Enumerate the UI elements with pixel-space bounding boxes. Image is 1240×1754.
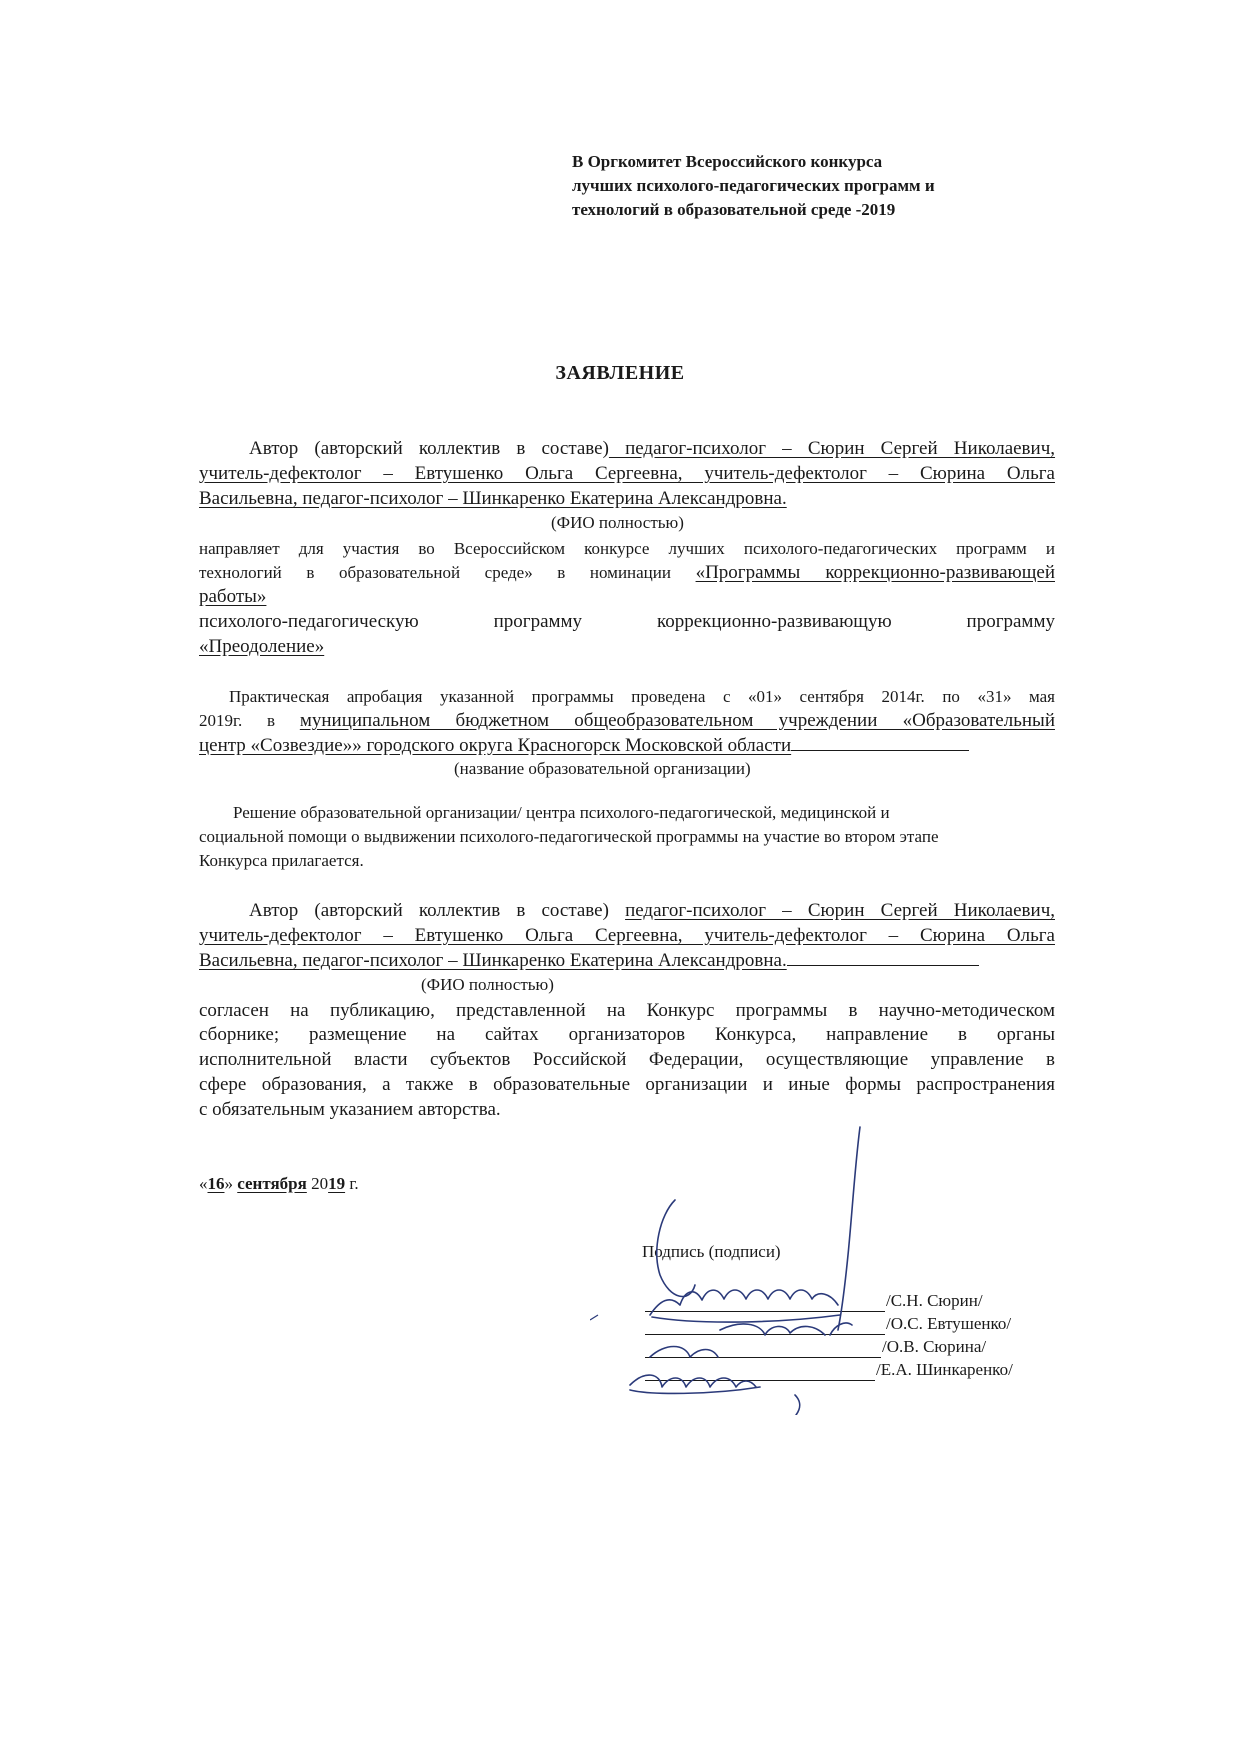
document-date [199, 1174, 359, 1194]
section3-line-3: Конкурса прилагается. [199, 851, 364, 870]
author-names-1: педагог-психолог – Сюрин Сергей Николаевич, [608, 438, 1056, 459]
section2-caption: (название образовательной организации) [454, 759, 751, 778]
signature-stroke-loop [657, 1200, 695, 1296]
consent-author-names-3: Васильевна, педагог-психолог – Шинкаренко Екатерина Александровна. [199, 950, 787, 971]
addressee-block [572, 150, 1012, 222]
signature-stroke-2 [720, 1324, 825, 1335]
section4-line-5: сборнике; размещение на сайтах организаторов Конкурса, направление в органы [199, 1024, 1055, 1045]
section1-line-1 [199, 436, 1055, 461]
date-day: 16 [207, 1174, 225, 1193]
section1-line-3: Васильевна, педагог-психолог – Шинкаренко Екатерина Александровна. [199, 488, 787, 509]
organization-name-1: муниципальном бюджетном общеобразовательном учреждении «Образовательный [299, 710, 1055, 731]
section1-line-5 [199, 560, 1055, 585]
signature-underline-1 [652, 1315, 840, 1322]
section2-line-2 [199, 708, 1055, 733]
handwritten-signatures [590, 1125, 890, 1415]
signature-stroke-4 [630, 1375, 756, 1387]
section4-line-8: с обязательным указанием авторства. [199, 1099, 501, 1120]
author-label: Автор (авторский коллектив в составе) [249, 438, 609, 459]
section2-line-1 [199, 684, 1055, 709]
program-word-2: программу [493, 611, 583, 632]
document-title: ЗАЯВЛЕНИЕ [555, 362, 685, 384]
blank-underline [791, 750, 969, 751]
nomination-name: «Программы коррекционно-развивающей [695, 562, 1055, 583]
section4-caption: (ФИО полностью) [421, 975, 554, 994]
section3-line-1: Решение образовательной организации/ центра психолого-педагогической, медицинской и [233, 803, 890, 822]
approbation-text: Практическая апробация указанной программы проведена с «01» сентября 2014г. по «31» мая [229, 687, 1055, 706]
section1-caption: (ФИО полностью) [551, 513, 684, 532]
approbation-year: 2019г. в [199, 711, 300, 730]
consent-author-names-1: педагог-психолог – Сюрин Сергей Николаевич, [625, 900, 1055, 921]
program-word-1: психолого-педагогическую [199, 611, 419, 632]
date-month: сентября [237, 1174, 307, 1193]
section4-line-1 [199, 898, 1055, 923]
date-tail: г. [345, 1174, 359, 1193]
date-year-suffix: 19 [328, 1174, 346, 1193]
nomination-label: технологий в образовательной среде» в номинации [199, 563, 696, 582]
signature-stroke-1 [650, 1290, 838, 1315]
program-name: «Преодоление» [199, 636, 325, 657]
section1-line-7 [199, 609, 1055, 634]
addressee-line-2: лучших психолого-педагогических программ и [572, 176, 935, 195]
section3-line-2: социальной помощи о выдвижении психолого-педагогической программы на участие во втором этапе [199, 827, 939, 846]
program-word-3: коррекционно-развивающую [656, 611, 892, 632]
section1-line-6: работы» [199, 586, 267, 607]
signature-stroke-3 [650, 1347, 718, 1358]
date-year-prefix: 20 [306, 1174, 329, 1193]
signature-name-3: /О.В. Сюрина/ [882, 1337, 987, 1356]
addressee-line-3: технологий в образовательной среде -2019 [572, 200, 896, 219]
date-close-quote: » [224, 1174, 238, 1193]
section2-line-3 [199, 733, 969, 758]
section1-line-2: учитель-дефектолог – Евтушенко Ольга Сергеевна, учитель-дефектолог – Сюрина Ольга [199, 463, 1055, 484]
addressee-line-1: В Оргкомитет Всероссийского конкурса [572, 152, 883, 171]
section4-line-6: исполнительной власти субъектов Российской Федерации, осуществляющие управление в [199, 1049, 1055, 1070]
signature-name-2: /О.С. Евтушенко/ [886, 1314, 1012, 1333]
signature-name-1: /С.Н. Сюрин/ [886, 1291, 983, 1310]
program-word-4: программу [966, 611, 1055, 632]
consent-author-label: Автор (авторский коллектив в составе) [249, 900, 626, 921]
signature-caption: Подпись (подписи) [642, 1242, 781, 1261]
section4-line-3 [199, 948, 979, 973]
organization-name-2: центр «Созвездие»» городского округа Красногорск Московской области [199, 735, 792, 756]
date-open-quote: « [199, 1174, 208, 1193]
section4-line-7: сфере образования, а также в образовательные организации и иные формы распространения [199, 1074, 1055, 1095]
section4-line-4: согласен на публикацию, представленной на Конкурс программы в научно-методическом [199, 1000, 1055, 1021]
section4-line-2: учитель-дефектолог – Евтушенко Ольга Сергеевна, учитель-дефектолог – Сюрина Ольга [199, 925, 1055, 946]
section1-line-4: направляет для участия во Всероссийском конкурсе лучших психолого-педагогических программ и [199, 539, 1055, 558]
signature-stroke-vertical [838, 1127, 860, 1330]
signature-name-4: /Е.А. Шинкаренко/ [876, 1360, 1013, 1379]
blank-underline-2 [787, 965, 979, 966]
